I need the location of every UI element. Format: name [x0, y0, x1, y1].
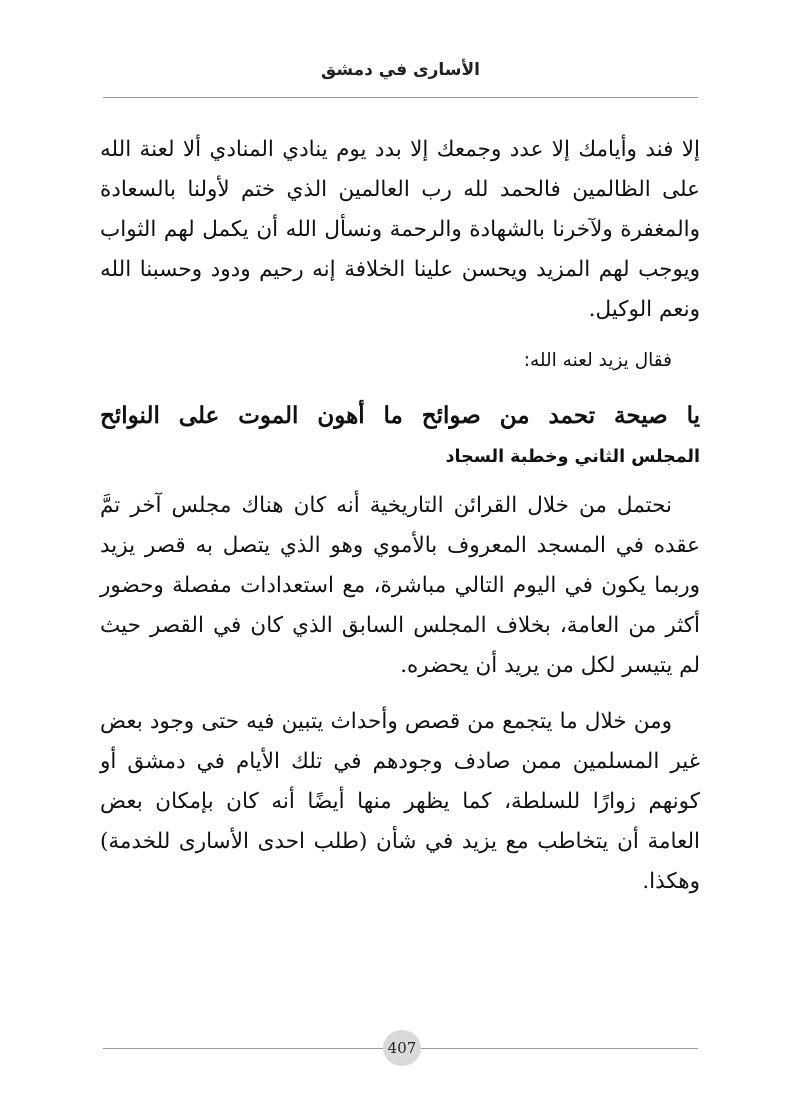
section-heading: المجلس الثاني وخطبة السجاد [445, 447, 700, 467]
verse-line: يا صيحة تحمد من صوائح ما أهون الموت على النوائح [100, 402, 700, 429]
page-footer [103, 1030, 698, 1066]
page-number: 407 [383, 1030, 421, 1066]
paragraph-2: نحتمل من خلال القرائن التاريخية أنه كان هناك مجلس آخر تمَّ عقده في المسجد المعروف بالأموي وهو الذي يتصل به قصر يزيد وربما يكون في اليوم التالي مباشرة، مع استعدادات مفصلة وحضور أكثر من العامة، بخلاف المجلس السابق الذي كان في القصر حيث لم يتيسر لكل من يريد أن يحضره. [100, 493, 700, 678]
body-text [100, 130, 700, 902]
running-header-title: الأسارى في دمشق [321, 60, 480, 80]
paragraph-3: ومن خلال ما يتجمع من قصص وأحداث يتبين فيه حتى وجود بعض غير المسلمين ممن صادف وجودهم في تلك الأيام في دمشق أو كونهم زوارًا للسلطة، كما يظهر منها أيضًا أنه كان بإمكان بعض العامة أن يتخاطب مع يزيد في شأن (طلب احدى الأسارى للخدمة) وهكذا. [100, 709, 700, 894]
header-rule [103, 97, 698, 98]
paragraph-1: إلا فند وأيامك إلا عدد وجمعك إلا بدد يوم ينادي المنادي ألا لعنة الله على الظالمين فالحمد لله رب العالمين الذي ختم لأولنا بالسعادة والمغفرة ولآخرنا بالشهادة والرحمة ونسأل الله أن يكمل لهم الثواب ويوجب لهم المزيد ويحسن علينا الخلافة إنه رحيم ودود وحسبنا الله ونعم الوكيل. [100, 137, 700, 322]
verse-intro: فقال يزيد لعنه الله: [523, 350, 672, 371]
